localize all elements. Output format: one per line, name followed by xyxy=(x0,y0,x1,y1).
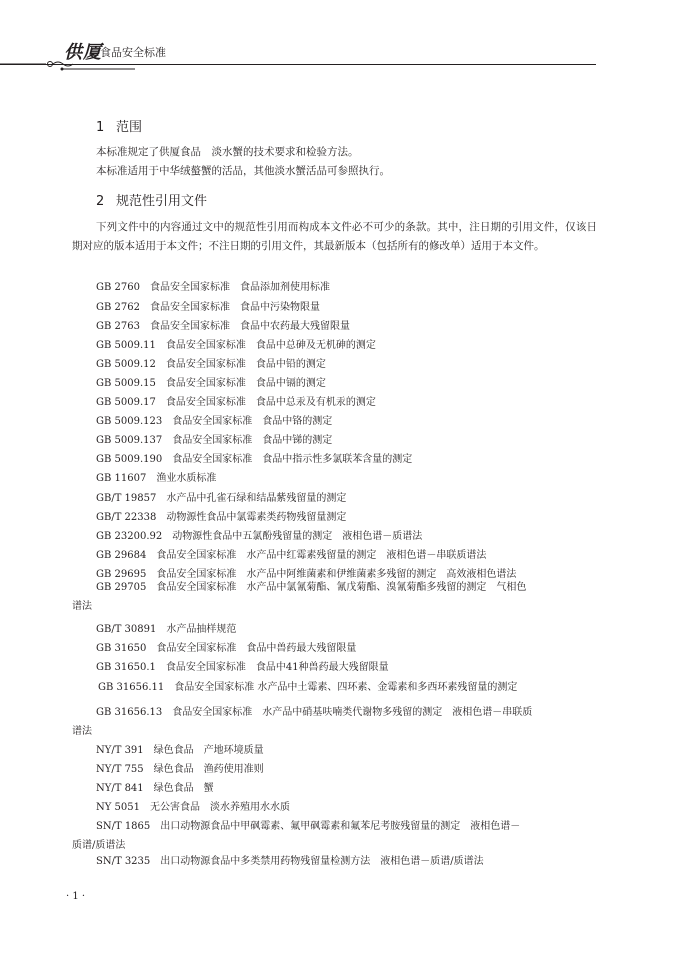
reference-title: 食品安全国家标准 水产品中土霉素、四环素、金霉素和多西环素残留量的测定 xyxy=(174,682,518,693)
reference-item xyxy=(96,336,376,351)
reference-title: 出口动物源食品中甲砜霉素、氟甲砜霉素和氟苯尼考胺残留量的测定 液相色谱－ xyxy=(160,821,521,832)
scope-line: 本标准适用于中华绒螯蟹的活品，其他淡水蟹活品可参照执行。 xyxy=(96,165,390,177)
scope-line: 本标准规定了供厦食品 淡水蟹的技术要求和检验方法。 xyxy=(96,146,359,158)
reference-code: GB 29695 xyxy=(96,569,147,580)
reference-code: GB 23200.92 xyxy=(96,531,163,542)
page-header xyxy=(0,0,681,80)
reference-code: SN/T 1865 xyxy=(96,821,151,832)
reference-title: 食品安全国家标准 食品中污染物限量 xyxy=(149,302,320,313)
reference-code: GB 2760 xyxy=(96,282,140,293)
reference-code: NY/T 391 xyxy=(96,745,144,756)
reference-item xyxy=(96,852,484,867)
reference-title: 动物源性食品中五氯酚残留量的测定 液相色谱－质谱法 xyxy=(172,531,423,542)
reference-item xyxy=(96,620,236,635)
reference-item xyxy=(96,639,356,654)
reference-code: GB 5009.190 xyxy=(96,454,163,465)
reference-code: SN/T 3235 xyxy=(96,856,151,867)
references-intro: 下列文件中的内容通过文中的规范性引用而构成本文件必不可少的条款。其中，注日期的引用文件，仅该日期对应的版本适用于本文件；不注日期的引用文件，其最新版本（包括所有的修改单）适用于本文件。 xyxy=(72,221,597,252)
reference-title: 食品安全国家标准 水产品中硝基呋喃类代谢物多残留的测定 液相色谱－串联质 xyxy=(172,707,533,718)
reference-title: 食品安全国家标准 水产品中阿维菌素和伊维菌素多残留的测定 高效液相色谱法 xyxy=(156,569,517,580)
reference-code: NY 5051 xyxy=(96,802,140,813)
reference-item xyxy=(98,678,517,693)
reference-title: 食品安全国家标准 食品中铬的测定 xyxy=(172,416,333,427)
reference-code: GB 31656.13 xyxy=(96,707,163,718)
reference-item xyxy=(96,298,320,313)
reference-item xyxy=(96,578,526,593)
reference-title: 食品安全国家标准 食品中总砷及无机砷的测定 xyxy=(165,340,376,351)
reference-title: 食品安全国家标准 水产品中氯氰菊酯、氰戊菊酯、溴氰菊酯多残留的测定 气相色 xyxy=(156,582,527,593)
reference-item xyxy=(96,741,264,756)
reference-item xyxy=(96,450,412,465)
reference-title: 食品安全国家标准 水产品中红霉素残留量的测定 液相色谱－串联质谱法 xyxy=(156,550,487,561)
reference-code: GB 11607 xyxy=(96,473,147,484)
reference-title: 食品安全国家标准 食品中总汞及有机汞的测定 xyxy=(165,397,376,408)
reference-title: 渔业水质标准 xyxy=(156,473,217,484)
reference-title: 绿色食品 产地环境质量 xyxy=(153,745,264,756)
reference-code: GB 5009.123 xyxy=(96,416,163,427)
reference-code: GB 31650.1 xyxy=(96,662,156,673)
reference-title: 食品安全国家标准 食品中41种兽药最大残留限量 xyxy=(165,662,389,673)
reference-code: GB 31656.11 xyxy=(98,682,165,693)
reference-title-continuation: 谱法 xyxy=(72,601,92,612)
reference-item xyxy=(96,412,332,427)
page-number: · 1 · xyxy=(66,891,86,902)
reference-title: 食品安全国家标准 食品中指示性多氯联苯含量的测定 xyxy=(172,454,413,465)
reference-title: 动物源性食品中氯霉素类药物残留量测定 xyxy=(166,512,347,523)
reference-code: GB/T 30891 xyxy=(96,624,157,635)
reference-title: 食品安全国家标准 食品中农药最大残留限量 xyxy=(149,321,350,332)
reference-title: 绿色食品 蟹 xyxy=(153,783,214,794)
section-heading-scope: 1 范围 xyxy=(96,120,143,135)
reference-item xyxy=(96,431,332,446)
reference-code: GB 5009.17 xyxy=(96,397,156,408)
section-heading-references: 2 规范性引用文件 xyxy=(96,194,208,209)
brand-logo: 供厦 xyxy=(64,42,102,63)
reference-title-continuation: 质谱/质谱法 xyxy=(72,840,126,851)
reference-title: 水产品中孔雀石绿和结晶紫残留量的测定 xyxy=(166,493,347,504)
reference-title: 出口动物源食品中多类禁用药物残留量检测方法 液相色谱－质谱/质谱法 xyxy=(160,856,484,867)
reference-code: GB 5009.12 xyxy=(96,359,156,370)
reference-item xyxy=(96,779,214,794)
reference-title: 食品安全国家标准 食品中铅的测定 xyxy=(165,359,326,370)
reference-title: 绿色食品 渔药使用准则 xyxy=(153,764,264,775)
reference-title-continuation: 谱法 xyxy=(72,726,92,737)
reference-item xyxy=(96,760,264,775)
reference-code: GB/T 19857 xyxy=(96,493,157,504)
reference-item xyxy=(96,374,326,389)
reference-code: GB/T 22338 xyxy=(96,512,157,523)
reference-item xyxy=(96,798,290,813)
reference-item xyxy=(96,703,532,718)
reference-item xyxy=(96,489,346,504)
reference-title: 无公害食品 淡水养殖用水水质 xyxy=(149,802,290,813)
reference-item xyxy=(96,278,330,293)
reference-code: NY/T 841 xyxy=(96,783,144,794)
reference-item xyxy=(96,508,346,523)
reference-item xyxy=(96,317,350,332)
reference-code: GB 5009.15 xyxy=(96,378,156,389)
reference-title: 食品安全国家标准 食品中兽药最大残留限量 xyxy=(156,643,357,654)
reference-item xyxy=(96,546,486,561)
header-subtitle: 食品安全标准 xyxy=(100,46,166,59)
reference-title: 水产品抽样规范 xyxy=(166,624,237,635)
reference-code: GB 2762 xyxy=(96,302,140,313)
reference-code: NY/T 755 xyxy=(96,764,144,775)
reference-code: GB 29705 xyxy=(96,582,147,593)
header-ornament-icon xyxy=(0,60,140,74)
header-rule xyxy=(0,64,596,65)
reference-item xyxy=(96,393,376,408)
reference-code: GB 5009.137 xyxy=(96,435,163,446)
reference-code: GB 31650 xyxy=(96,643,147,654)
reference-title: 食品安全国家标准 食品添加剂使用标准 xyxy=(149,282,330,293)
reference-code: GB 5009.11 xyxy=(96,340,156,351)
reference-code: GB 29684 xyxy=(96,550,147,561)
reference-item xyxy=(96,355,326,370)
reference-item xyxy=(96,469,216,484)
reference-title: 食品安全国家标准 食品中镉的测定 xyxy=(165,378,326,389)
reference-code: GB 2763 xyxy=(96,321,140,332)
reference-item xyxy=(96,658,389,673)
reference-item xyxy=(96,817,520,832)
reference-title: 食品安全国家标准 食品中锑的测定 xyxy=(172,435,333,446)
reference-item xyxy=(96,527,422,542)
